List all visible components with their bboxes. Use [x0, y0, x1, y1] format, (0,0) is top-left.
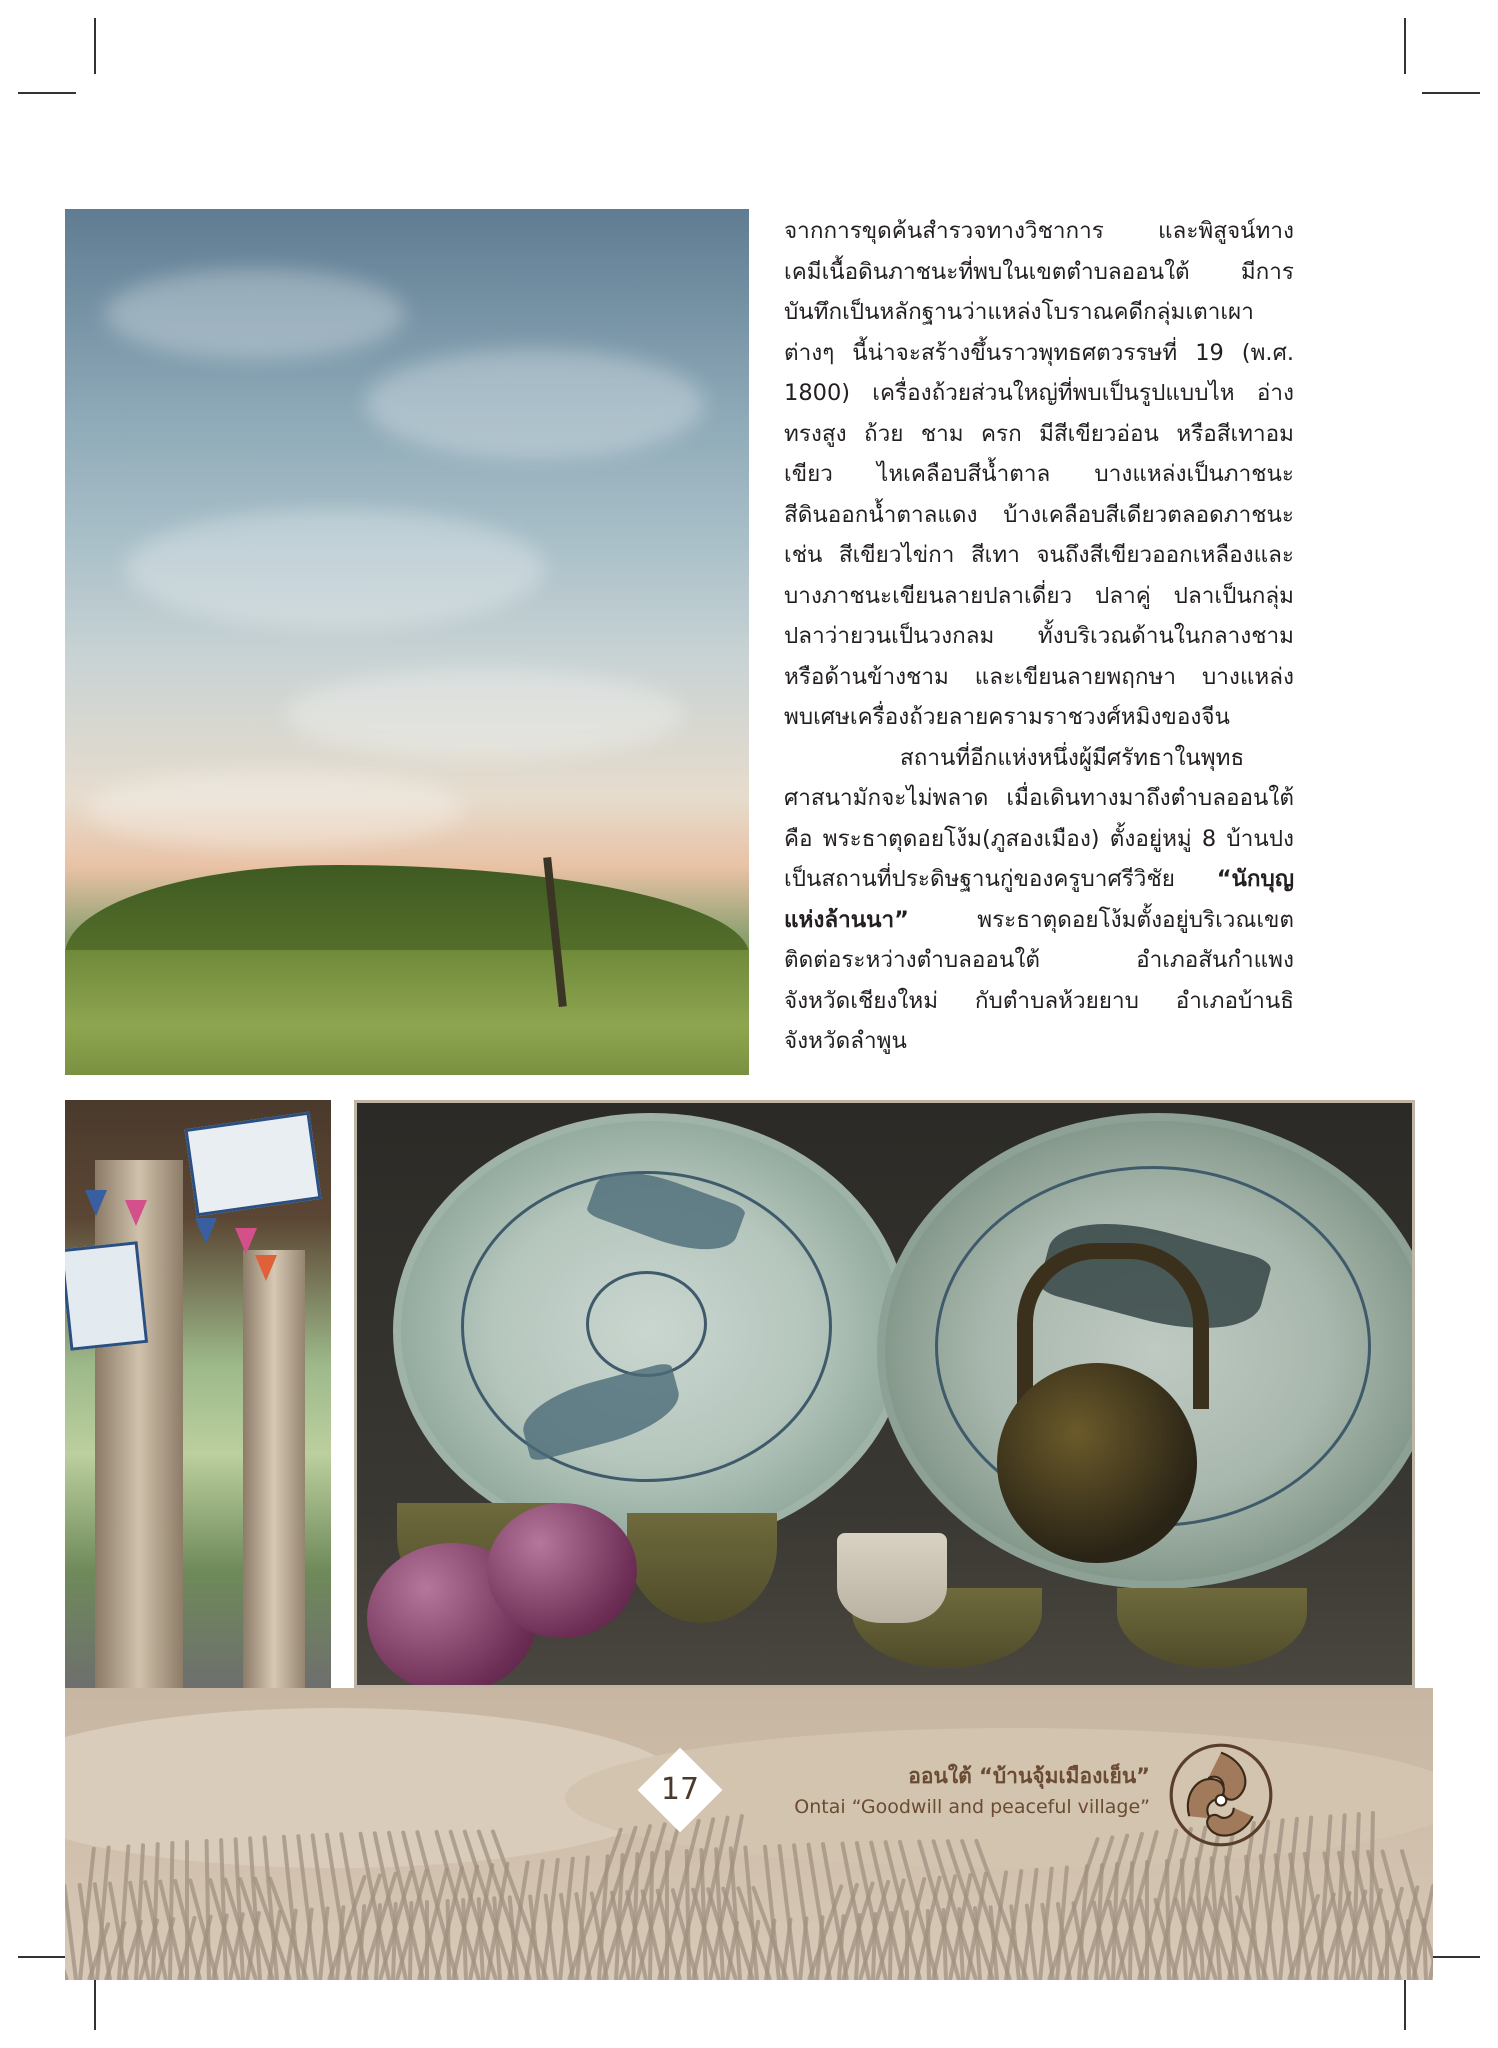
footer-title-thai: ออนใต้ “บ้านจุ้มเมืองเย็น” [908, 1764, 1150, 1788]
article-line: ติดต่อระหว่างตำบลออนใต้ อำเภอสันกำแพง [784, 947, 1294, 973]
article-line: เคมีเนื้อดินภาชนะที่พบในเขตตำบลออนใต้ มีการ [784, 258, 1294, 285]
grass-blade [65, 1883, 78, 1980]
page-number: 17 [660, 1772, 700, 1807]
article-line: เขียว ไหเคลือบสีน้ำตาล บางแหล่งเป็นภาชนะ [784, 461, 1294, 487]
crop-mark [1422, 92, 1480, 94]
article-line: 1800) เครื่องถ้วยส่วนใหญ่ที่พบเป็นรูปแบบไห อ่าง [784, 380, 1294, 406]
fish-emblem-icon [1168, 1742, 1274, 1848]
crop-mark [1404, 18, 1406, 74]
sunset-field-photo [65, 209, 749, 1075]
article-line: บันทึกเป็นหลักฐานว่าแหล่งโบราณคดีกลุ่มเตาเผา [784, 299, 1254, 325]
article-line: จากการขุดค้นสำรวจทางวิชาการ และพิสูจน์ทาง [784, 218, 1294, 244]
article-line: หรือด้านข้างชาม และเขียนลายพฤกษา บางแหล่ง [784, 663, 1294, 690]
article-line: ศาสนามักจะไม่พลาด เมื่อเดินทางมาถึงตำบลออนใต้ [784, 785, 1294, 811]
ceramics-photo [354, 1100, 1415, 1688]
article-text [784, 211, 1294, 1062]
article-text-run: พระธาตุดอยโง้มตั้งอยู่บริเวณเขต [908, 906, 1294, 933]
article-emphasis: แห่งล้านนา” [784, 906, 909, 933]
article-line: จังหวัดเชียงใหม่ กับตำบลห้วยยาบ อำเภอบ้านธิ [784, 987, 1294, 1014]
article-text-run: เป็นสถานที่ประดิษฐานกู่ของครูบาศรีวิชัย [784, 866, 1217, 892]
article-line: พบเศษเครื่องถ้วยลายครามราชวงศ์หมิงของจีน [784, 704, 1230, 730]
article-line: ต่างๆ นี้น่าจะสร้างขึ้นราวพุทธศตวรรษที่ 19 (พ.ศ. [784, 339, 1294, 366]
article-line: บางภาชนะเขียนลายปลาเดี่ยว ปลาคู่ ปลาเป็นกลุ่ม [784, 582, 1294, 609]
article-line: เช่น สีเขียวไข่กา สีเทา จนถึงสีเขียวออกเหลืองและ [784, 542, 1294, 568]
crop-mark [94, 1974, 96, 2030]
article-line: สีดินออกน้ำตาลแดง บ้างเคลือบสีเดียวตลอดภาชนะ [784, 501, 1294, 528]
wooden-pillar-photo [65, 1100, 331, 1690]
article-line: ทรงสูง ถ้วย ชาม ครก มีสีเขียวอ่อน หรือสีเทาอม [784, 420, 1294, 447]
article-line [784, 859, 1294, 900]
article-emphasis: “นักบุญ [1216, 866, 1294, 892]
crop-mark [94, 18, 96, 74]
crop-mark [1404, 1974, 1406, 2030]
article-line: จังหวัดลำพูน [784, 1028, 907, 1054]
article-line [784, 900, 1294, 941]
article-line: คือ พระธาตุดอยโง้ม(ภูสองเมือง) ตั้งอยู่หมู่ 8 บ้านปง [784, 825, 1294, 852]
article-line: สถานที่อีกแห่งหนึ่งผู้มีศรัทธาในพุทธ [900, 744, 1245, 771]
grass-blade [185, 1840, 189, 1980]
crop-mark [18, 92, 76, 94]
article-line: ปลาว่ายวนเป็นวงกลม ทั้งบริเวณด้านในกลางชาม [784, 623, 1294, 649]
footer-title-english: Ontai “Goodwill and peaceful village” [794, 1796, 1150, 1818]
